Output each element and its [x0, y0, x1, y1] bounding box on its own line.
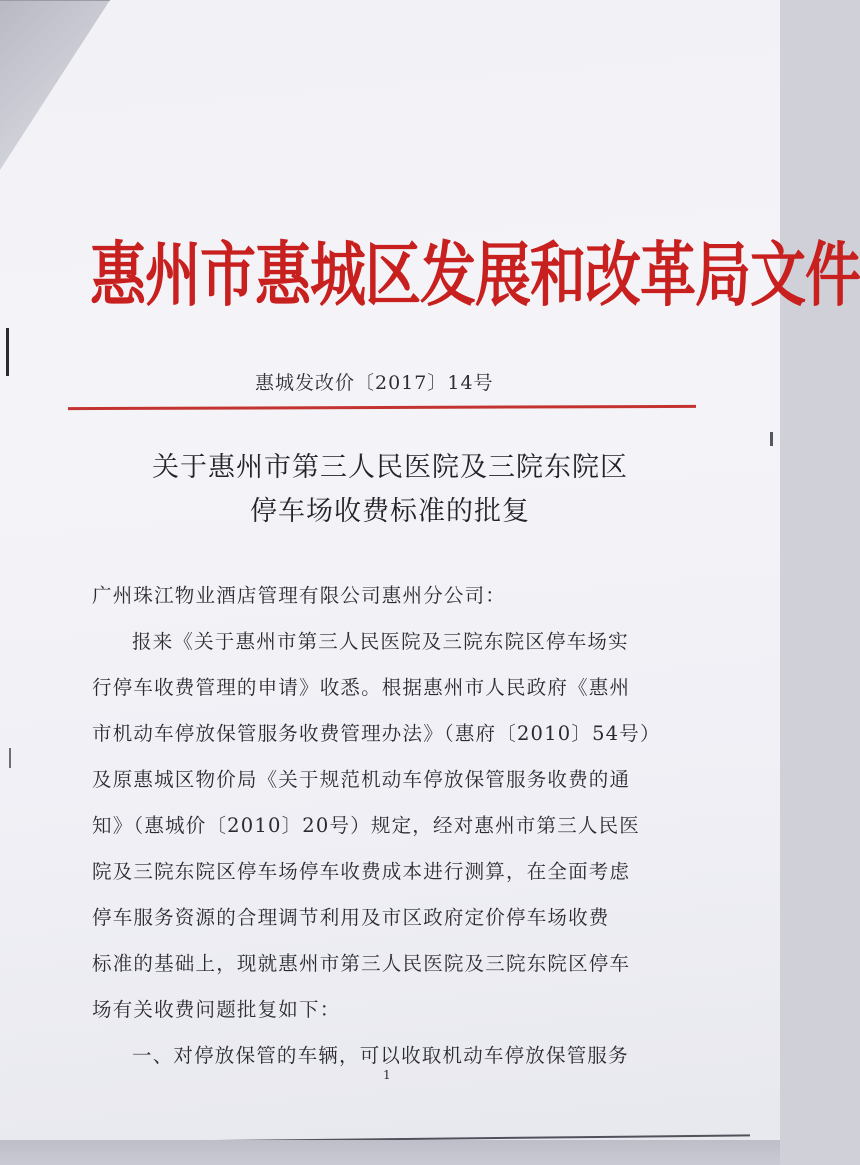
fold-edge	[0, 0, 110, 171]
document-number: 惠城发改价〔2017〕14号	[255, 372, 494, 394]
body-line: 报来《关于惠州市第三人民医院及三院东院区停车场实	[132, 630, 629, 653]
subject-line-2: 停车场收费标准的批复	[250, 496, 530, 527]
binding-mark	[6, 328, 9, 376]
body-line: 一、对停放保管的车辆，可以收取机动车停放保管服务	[132, 1044, 629, 1067]
body-line: 及原惠城区物价局《关于规范机动车停放保管服务收费的通	[92, 768, 631, 791]
binding-mark-small	[9, 748, 11, 768]
document-subject	[80, 446, 700, 534]
body-line: 停车服务资源的合理调节利用及市区政府定价停车场收费	[92, 906, 610, 929]
subject-line-1: 关于惠州市第三人民医院及三院东院区	[152, 452, 628, 483]
body-line: 院及三院东院区停车场停车收费成本进行测算，在全面考虑	[92, 860, 631, 883]
body-line: 知》（惠城价〔2010〕20号）规定，经对惠州市第三人民医	[92, 814, 640, 837]
document-header-title: 惠州市惠城区发展和改革局文件	[90, 233, 860, 317]
addressee: 广州珠江物业酒店管理有限公司惠州分公司：	[92, 584, 507, 607]
body-line: 市机动车停放保管服务收费管理办法》（惠府〔2010〕54号）	[92, 722, 661, 745]
page-bottom-shadow	[0, 1140, 780, 1165]
body-line: 行停车收费管理的申请》收悉。根据惠州市人民政府《惠州	[92, 676, 631, 699]
red-separator-line	[68, 405, 696, 410]
edge-mark	[770, 432, 773, 446]
page-number: 1	[383, 1068, 391, 1082]
body-line: 场有关收费问题批复如下：	[92, 998, 341, 1021]
body-line: 标准的基础上，现就惠州市第三人民医院及三院东院区停车	[92, 952, 631, 975]
